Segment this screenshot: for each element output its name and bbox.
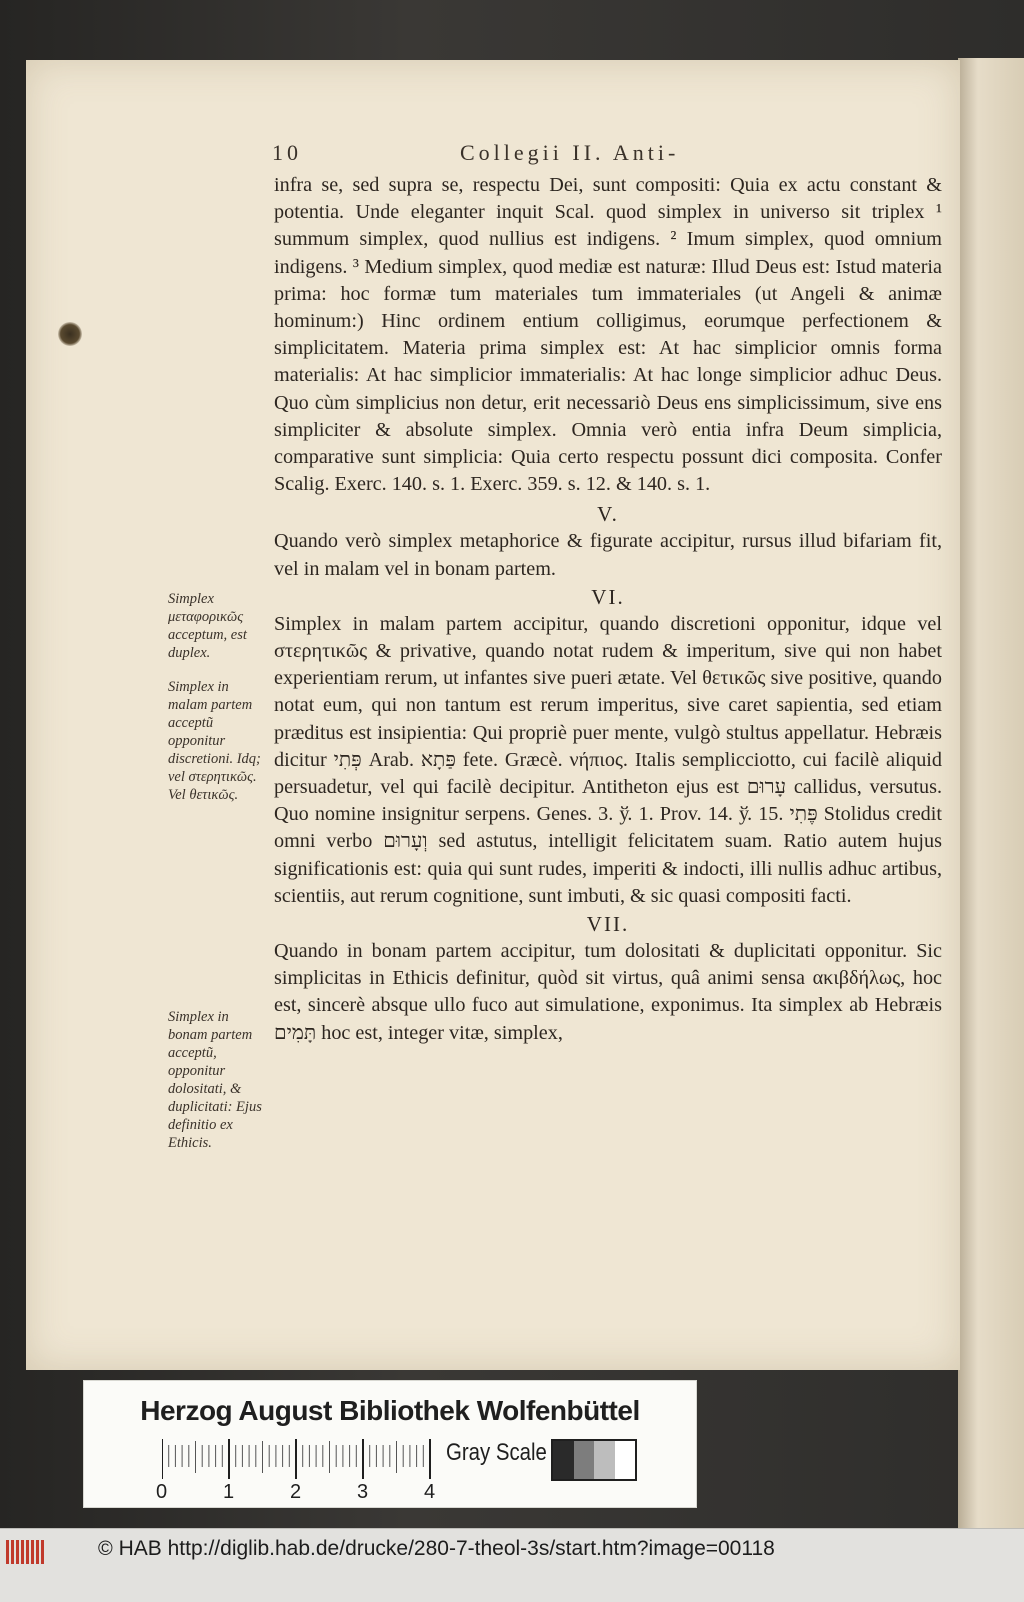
adjacent-page-edge — [958, 58, 1024, 1558]
gray-scale-label: Gray Scale — [446, 1439, 547, 1466]
hab-logo-icon — [6, 1536, 46, 1568]
gray-swatch-cell — [594, 1441, 615, 1479]
section-heading-vii: VII. — [586, 912, 630, 937]
running-title: Collegii II. Anti- — [460, 140, 680, 165]
ruler-number: 2 — [290, 1481, 302, 1503]
page-number: 10 — [272, 140, 302, 165]
footer-citation[interactable] — [98, 1537, 775, 1561]
paragraph-intro: infra se, sed supra se, respectu Dei, sunt compositi: Quia ex actu constant & potentia. Unde eleganter inquit Scal. quod simplex in universo sit triplex ¹ summum simplex, quod nullius est indigens. ² Imum simplex, quod omnium indigens. ³ Medium simplex, quod mediæ est naturæ: Illud Deus est: Istud materia prima: hoc formæ tum materiales tum immateriales (ut Angeli & animæ hominum:) Hinc ordinem entium colligimus, eorumque perfectionem & simplicitatem. Materia prima simplex est: At hac simplicior omnis forma materialis: At hac simplicior immaterialis: At hac longe simplicior adhuc Deus. Quo cùm simplicius non detur, erit necessariò Deus ens simplicissimum, sive ens simpliciter & absolute simplex. Omnia verò entia infra Deum simplicia, comparative sunt simplicia: Quia certo respectu possunt dici composita. Confer Scalig. Exerc. 140. s. 1. Exerc. 359. s. 12. & 140. s. 1. — [274, 174, 942, 496]
footer-bar — [0, 1528, 1024, 1602]
running-head — [260, 140, 800, 170]
ruler-number: 1 — [223, 1481, 235, 1503]
page-stain — [58, 322, 82, 346]
margin-note-2: Simplex in malam partem acceptũ opponitur discretioni. Idq; vel στερητικῶς. Vel θετικῶς. — [168, 679, 261, 803]
copyright-symbol: © — [98, 1538, 113, 1560]
ruler-number: 0 — [156, 1481, 168, 1503]
color-calibration-card — [83, 1380, 697, 1508]
ruler-numbers — [154, 1481, 454, 1505]
margin-note-3: Simplex in bonam partem acceptũ, opponitur dolositati, & duplicitati: Ejus definitio ex Ethicis. — [168, 1009, 262, 1151]
page-body — [274, 172, 942, 1047]
gray-swatch-cell — [615, 1441, 636, 1479]
section-heading-v: V. — [597, 502, 619, 527]
paragraph-vii: Quando in bonam partem accipitur, tum dolositati & duplicitati opponitur. Sic simplicitas in Ethicis definitur, quòd sit virtus, quâ animi sensa ακιβδήλως, hoc est, sincerè absque ullo fuco aut simulatione, exponimus. Ita simplex ab Hebræis תָּמִים hoc est, integer vitæ, simplex, — [274, 940, 942, 1044]
ruler-icon — [162, 1439, 432, 1479]
section-heading-vi: VI. — [591, 584, 625, 609]
library-name: Herzog August Bibliothek Wolfenbüttel — [140, 1395, 640, 1426]
ruler-number: 4 — [424, 1481, 436, 1503]
ruler-number: 3 — [357, 1481, 369, 1503]
gray-scale-swatch — [551, 1439, 637, 1481]
paragraph-v: Quando verò simplex metaphorice & figurate accipitur, rursus illud bifariam fit, vel in malam vel in bonam partem. — [274, 530, 942, 580]
gray-swatch-cell — [574, 1441, 595, 1479]
paragraph-vi: Simplex in malam partem accipitur, quando discretioni opponitur, idque vel στερητικῶς & privative, quando notat rudem & imperitum, sive qui non habet experientiam rerum, ut infantes sive pueri ætate. Vel θετικῶς sive positive, quando notat eum, qui non tantum est rerum imperitus, sive caret sapientia, sed etiam præditus est insipientia: Qui propriè puer mente, vulgò stultus appellatur. Hebræis dicitur פְּתִי Arab. פַּתָא fete. Græcè. νήπιος. Italis semplicciotto, cui facilè aliquid persuadetur, vel qui facilè decipitur. Antitheton ejus est עָרוּם callidus, versutus. Quo nomine insignitur serpens. Genes. 3. ў. 1. Prov. 14. ў. 15. פֶּתִי Stolidus credit omni verbo וְעָרוּם sed astutus, intelligit felicitatem suam. Ratio autem hujus significationis est: quia qui sunt rudes, imperiti & indocti, illi nullis adhuc artibus, scientiis, aut rerum cognitione, sunt imbuti, & sic quasi compositi facti. — [274, 612, 943, 907]
margin-note-1: Simplex μεταφορικῶς acceptum, est duplex. — [168, 591, 247, 661]
footer-url[interactable]: HAB http://diglib.hab.de/drucke/280-7-theol-3s/start.htm?image=00118 — [118, 1537, 775, 1560]
gray-swatch-cell — [553, 1441, 574, 1479]
